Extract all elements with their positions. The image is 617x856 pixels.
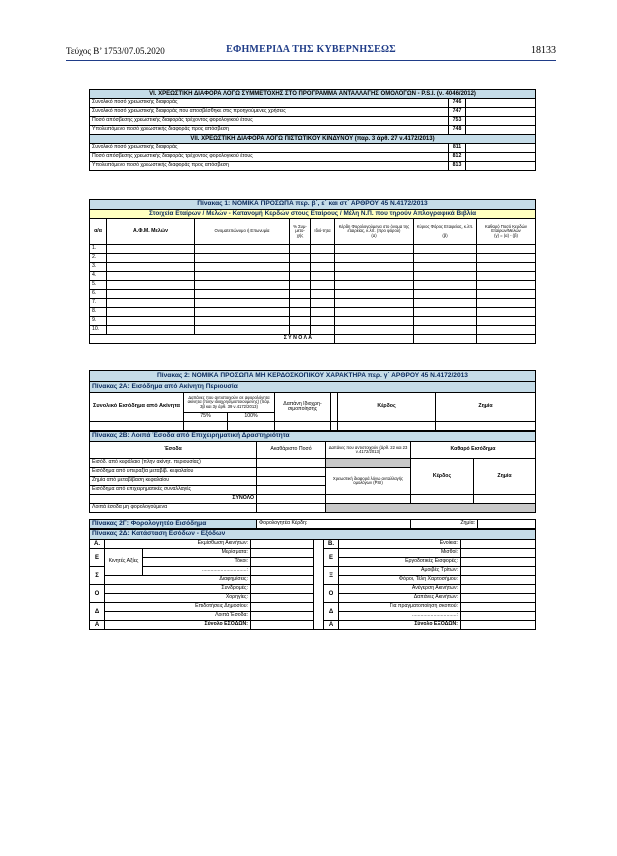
table-cell-label: % Συμ-μετο-χής (290, 219, 311, 245)
table-cell-input[interactable] (107, 281, 195, 290)
table-cell-label: Χρεωστική διαφορά λόγω ανταλλαγής ομολόγων (PSI) (326, 468, 411, 495)
table-row (90, 108, 536, 117)
table-cell-input[interactable] (477, 326, 536, 335)
value-cell[interactable] (466, 162, 536, 171)
table-cell-label: Διαφημίσεις: (105, 576, 251, 585)
table-cell-input[interactable] (107, 290, 195, 299)
table-cell-input[interactable] (290, 308, 311, 317)
table-row (90, 585, 536, 594)
table-cell-label: 6. (90, 290, 107, 299)
table-row (90, 576, 536, 585)
table-cell-label: 7. (90, 299, 107, 308)
value-cell[interactable] (466, 153, 536, 162)
table-cell-label: Σύνολο ΕΞΟΔΩΝ: (339, 621, 461, 630)
table2-title: Πίνακας 2: ΝΟΜΙΚΑ ΠΡΟΣΩΠΑ ΜΗ ΚΕΡΔΟΣΚΟΠΙΚΟΥ ΧΑΡΑΚΤΗΡΑ περ. γ΄ ΑΡΘΡΟΥ 45 Ν.4172/2013 (90, 371, 536, 382)
table-cell-input[interactable] (251, 612, 314, 621)
table-cell-input[interactable] (251, 576, 314, 585)
table-cell-input[interactable] (414, 326, 477, 335)
table-cell-input[interactable] (107, 308, 195, 317)
table-row (90, 558, 536, 567)
table-cell-input[interactable] (290, 299, 311, 308)
table-cell-input[interactable] (290, 245, 311, 254)
table-cell-input[interactable] (290, 326, 311, 335)
table-cell-input[interactable] (107, 317, 195, 326)
table-row (90, 459, 536, 468)
table-cell-label: Καθαρό Εισόδημα (411, 442, 536, 459)
table-row (90, 317, 536, 326)
table-cell-label: 4. (90, 272, 107, 281)
table-row (90, 90, 536, 99)
table-cell-input[interactable] (311, 326, 335, 335)
table-row (90, 210, 536, 219)
table-cell-label: Χορηγίες: (105, 594, 251, 603)
table-cell-input[interactable] (311, 281, 335, 290)
table2c (89, 519, 536, 529)
table-row (90, 393, 536, 413)
table-cell-input[interactable] (414, 335, 477, 344)
table-cell-input[interactable] (335, 290, 414, 299)
table-cell-label: 9. (90, 317, 107, 326)
table-row (90, 281, 536, 290)
table-cell-label: Ποσό απόσβεσης χρεωστικής διαφοράς τρέχοντος φορολογικού έτους (90, 117, 449, 126)
page-number: 18133 (531, 45, 556, 56)
table-cell-input[interactable] (184, 422, 228, 431)
table-cell-input[interactable] (290, 290, 311, 299)
header-text: (β) (442, 232, 448, 238)
table-row (90, 290, 536, 299)
table-cell-input[interactable] (257, 459, 326, 468)
header-text: (α) (371, 232, 377, 238)
issue-label: Τεύχος Β’ 1753/07.05.2020 (66, 46, 165, 56)
table-cell-label: Ε (324, 549, 339, 567)
table-cell-label: Ξ (324, 567, 339, 585)
table-row (90, 254, 536, 263)
table1-subtitle: Στοιχεία Εταίρων / Μελών - Κατανομή Κερδών στους Εταίρους / Μέλη Ν.Π. που τηρούν Απλογραφικά Βιβλία (90, 210, 536, 219)
table-cell-label (335, 219, 414, 245)
table-cell-label: Λοιπά Έσοδα: (105, 612, 251, 621)
table-cell-input[interactable] (461, 540, 536, 549)
table-cell-label: 746 (449, 99, 466, 108)
table-cell-input[interactable] (195, 263, 290, 272)
header-text: (γ) = (α) - (β) (494, 232, 518, 238)
table-row (90, 540, 536, 549)
table1-title: Πίνακας 1: ΝΟΜΙΚΑ ΠΡΟΣΩΠΑ περ. β΄, ε΄ και στ΄ ΑΡΘΡΟΥ 45 Ν.4172/2013 (90, 200, 536, 210)
table-cell-label: 813 (449, 162, 466, 171)
table-cell-label: Β. (324, 540, 339, 549)
table-cell-label: Συνολικό ποσό χρεωστικής διαφοράς (90, 99, 449, 108)
table-cell-label: Δαπάνη Ιδιοχρη-σιμοποίησης (275, 393, 331, 422)
table-cell-input[interactable] (90, 422, 184, 431)
table-cell-input[interactable] (290, 263, 311, 272)
table-cell-input[interactable] (414, 263, 477, 272)
table2b-title: Πίνακας 2Β: Λοιπά Έσοδα από Επιχειρηματική Δραστηριότητα (90, 432, 536, 442)
table2a (89, 370, 536, 431)
table-cell-label: Ονοματεπώνυμο ή Επωνυμία (195, 219, 290, 245)
table-cell-input[interactable] (314, 540, 324, 630)
psi-table (89, 89, 536, 171)
table-cell-label: Α (324, 621, 339, 630)
table-row (90, 504, 536, 513)
header-text: Καθαρό Ποσό Κερδών Εταίρων/Μελών (485, 223, 527, 234)
table-cell-input[interactable] (257, 477, 326, 486)
table-cell-label: Ιδιό-τητα (311, 219, 335, 245)
s6-title: VI. ΧΡΕΩΣΤΙΚΗ ΔΙΑΦΟΡΑ ΛΟΓΩ ΣΥΜΜΕΤΟΧΗΣ ΣΤΟ ΠΡΟΓΡΑΜΜΑ ΑΝΤΑΛΛΑΓΗΣ ΟΜΟΛΟΓΩΝ - P.S.I. (ν. 4046/2012) (90, 90, 536, 99)
table-cell-input[interactable] (477, 245, 536, 254)
table-row (90, 621, 536, 630)
table-cell-label: Μερίσματα: (143, 549, 251, 558)
table-cell-label: Δαπάνες που αντιστοιχούν (άρθ. 22 και 23 ν.4172/2013) (326, 442, 411, 459)
table-cell-input[interactable] (477, 263, 536, 272)
gazette-title: ΕΦΗΜΕΡΙΔΑ ΤΗΣ ΚΥΒΕΡΝΗΣΕΩΣ (226, 44, 396, 55)
table-cell-label: ΣΥΝΟΛΟ (90, 495, 257, 504)
table-cell-label: ...............................: (339, 612, 461, 621)
table-cell-label: ...............................: (143, 567, 251, 576)
table-cell-label: 10. (90, 326, 107, 335)
table-cell-input[interactable] (335, 263, 414, 272)
table-row (90, 219, 536, 245)
table-row (90, 382, 536, 393)
table-cell-label: Δ (324, 603, 339, 621)
table-cell-label: Εισόδ. από κεφάλαιο (πλην ακίνητ. περιουσίας) (90, 459, 257, 468)
table-row (90, 442, 536, 459)
table-row (90, 126, 536, 135)
table-cell-input[interactable] (290, 272, 311, 281)
table2d-title: Πίνακας 2Δ: Κατάσταση Εσόδων - Εξόδων (90, 530, 536, 540)
table-cell-input[interactable] (290, 254, 311, 263)
table-cell-label: 100% (228, 413, 275, 422)
table-cell-label: Ζημία από μεταβίβαση κεφαλαίου (90, 477, 257, 486)
table-cell-input[interactable] (461, 567, 536, 576)
table-cell-input[interactable] (461, 558, 536, 567)
table-cell-input[interactable] (414, 272, 477, 281)
table-cell-input[interactable] (414, 254, 477, 263)
table-cell-label: Εισόδημα από υπεραξία μεταβίβ. κεφαλαίου (90, 468, 257, 477)
table-cell-input[interactable] (331, 393, 338, 422)
table-cell-input[interactable] (311, 254, 335, 263)
table-cell-label: Ε (90, 549, 105, 567)
value-cell[interactable] (466, 108, 536, 117)
table-cell-label: Μισθοί: (339, 549, 461, 558)
table-row (90, 520, 536, 529)
table-cell-input[interactable] (477, 290, 536, 299)
value-cell[interactable] (466, 117, 536, 126)
table-row (90, 144, 536, 153)
table-cell-input[interactable] (461, 621, 536, 630)
table-cell-input[interactable] (335, 245, 414, 254)
table-cell-input[interactable] (477, 272, 536, 281)
table-cell-label: 748 (449, 126, 466, 135)
table-cell-input[interactable] (311, 308, 335, 317)
table-row (90, 603, 536, 612)
table-cell-label: Ζημία (436, 393, 536, 422)
table-cell-input[interactable] (107, 254, 195, 263)
table-cell-label: Σ (90, 567, 105, 585)
table-cell-input[interactable] (290, 317, 311, 326)
table-row (90, 371, 536, 382)
table-row (90, 567, 536, 576)
table-cell-label: Εργοδοτικές Εισφορές: (339, 558, 461, 567)
table-cell-input[interactable] (195, 317, 290, 326)
table-cell-label: 8. (90, 308, 107, 317)
table-cell-label: Εκμίσθωση Ακινήτων: (105, 540, 251, 549)
table-cell-input[interactable] (195, 299, 290, 308)
table-cell-input[interactable] (251, 558, 314, 567)
table-cell-label: Φόροι, Τέλη Χαρτοσήμου: (339, 576, 461, 585)
table-cell-label: 811 (449, 144, 466, 153)
table-cell-input[interactable] (461, 549, 536, 558)
table-cell-input[interactable] (275, 422, 331, 431)
table-cell-label: 3. (90, 263, 107, 272)
table-cell-input[interactable] (257, 468, 326, 477)
table-row (90, 326, 536, 335)
table-cell-input[interactable] (251, 594, 314, 603)
table-cell-input[interactable] (251, 567, 314, 576)
table-cell-input[interactable] (335, 281, 414, 290)
table-cell-input[interactable] (335, 254, 414, 263)
table-row (90, 335, 536, 344)
table-row (90, 432, 536, 442)
table-cell-input[interactable] (474, 495, 536, 504)
table-cell-input[interactable] (107, 263, 195, 272)
table-cell-label: Υπολειπόμενο ποσό χρεωστικής διαφοράς προς απόσβεση (90, 162, 449, 171)
table-row (90, 594, 536, 603)
table-row (90, 495, 536, 504)
table-cell-input[interactable] (326, 504, 536, 513)
table2a-title: Πίνακας 2Α: Εισόδημα από Ακίνητη Περιουσία (90, 382, 536, 393)
table-cell-input[interactable] (414, 245, 477, 254)
table-cell-input[interactable] (257, 495, 326, 504)
table-cell-input[interactable] (251, 585, 314, 594)
table-cell-input[interactable] (107, 245, 195, 254)
table2c-title: Πίνακας 2Γ: Φορολογητέο Εισόδημα (90, 520, 257, 529)
table-cell-label: 747 (449, 108, 466, 117)
table1 (89, 199, 536, 344)
value-cell[interactable] (466, 126, 536, 135)
table-cell-label: Α.Φ.Μ. Μελών (107, 219, 195, 245)
table-cell-label: Συνολικό ποσό χρεωστικής διαφοράς (90, 144, 449, 153)
s7-title: VII. ΧΡΕΩΣΤΙΚΗ ΔΙΑΦΟΡΑ ΛΟΓΩ ΠΙΣΤΩΤΙΚΟΥ ΚΙΝΔΥΝΟΥ (παρ. 3 άρθ. 27 ν.4172/2013) (90, 135, 536, 144)
table-cell-label: Κέρδος (338, 393, 436, 422)
table-cell-label: Ζημία (474, 459, 536, 495)
table-cell-input[interactable] (477, 317, 536, 326)
value-cell[interactable] (466, 144, 536, 153)
table-cell-input[interactable] (257, 486, 326, 495)
table-row (90, 530, 536, 540)
table-cell-input[interactable] (335, 272, 414, 281)
table-row (90, 299, 536, 308)
table-cell-input[interactable] (414, 308, 477, 317)
table-cell-label: Συνδρομές: (105, 585, 251, 594)
table-cell-label: Ανέγερση Ακινήτων: (339, 585, 461, 594)
table-cell-label: Δαπάνες Ακινήτων: (339, 594, 461, 603)
table-cell-label: 753 (449, 117, 466, 126)
header-rule (66, 60, 556, 61)
table-cell-label: Δαπάνες που αντιστοιχούν σε αφορολόγητα ακίνητα (πλην ιδιοχρησιμοποιούμενης) (παρ. 3β και 3γ άρθ. 39 ν.4172/2013) (184, 393, 275, 413)
table-cell-label: Α. (90, 540, 105, 549)
table-cell-label: Ο (324, 585, 339, 603)
table-cell-label: 2. (90, 254, 107, 263)
table-cell-input[interactable] (414, 281, 477, 290)
table2b (89, 431, 536, 513)
header-text: Κύριος Φόρος Εταιρείας, κ.λπ. (416, 223, 474, 229)
table-cell-input[interactable] (461, 612, 536, 621)
table-cell-input[interactable] (414, 290, 477, 299)
table-cell-input[interactable] (414, 317, 477, 326)
table-cell-input[interactable] (331, 422, 338, 431)
table-cell-input[interactable] (335, 335, 414, 344)
table-cell-input[interactable] (338, 422, 436, 431)
table-cell-input[interactable] (335, 317, 414, 326)
table-cell-label: Ο (90, 585, 105, 603)
table-cell-input[interactable] (195, 326, 290, 335)
table-cell-input[interactable] (349, 520, 411, 529)
table-cell-input[interactable] (311, 272, 335, 281)
table-cell-input[interactable] (436, 422, 536, 431)
table-row (90, 162, 536, 171)
table-cell-input[interactable] (311, 290, 335, 299)
table2d (89, 529, 536, 630)
table-cell-label: Ποσό απόσβεσης χρεωστικής διαφοράς τρέχοντος φορολογικού έτους (90, 153, 449, 162)
table-row (90, 308, 536, 317)
table-cell-input[interactable] (251, 549, 314, 558)
table-cell-label: Υπολειπόμενο ποσό χρεωστικής διαφοράς προς απόσβεση (90, 126, 449, 135)
value-cell[interactable] (466, 99, 536, 108)
table-cell-input[interactable] (290, 281, 311, 290)
table-cell-input[interactable] (477, 281, 536, 290)
table-cell-label: Ακαθάριστο Ποσό (257, 442, 326, 459)
table-cell-input[interactable] (477, 308, 536, 317)
table-cell-input[interactable] (478, 520, 536, 529)
table-cell-input[interactable] (107, 299, 195, 308)
table-cell-input[interactable] (326, 459, 411, 468)
table-row (90, 153, 536, 162)
table-cell-input[interactable] (311, 263, 335, 272)
table-row (90, 200, 536, 210)
table-cell-label: Ενοίκια: (339, 540, 461, 549)
table-cell-input[interactable] (311, 245, 335, 254)
table-cell-label: 812 (449, 153, 466, 162)
table-cell-input[interactable] (477, 299, 536, 308)
table-cell-input[interactable] (477, 335, 536, 344)
table-cell-input[interactable] (195, 245, 290, 254)
table-cell-label (414, 219, 477, 245)
table-cell-label: Για πραγματοποίηση σκοπού: (339, 603, 461, 612)
table-cell-input[interactable] (195, 308, 290, 317)
table-cell-label (477, 219, 536, 245)
table-cell-input[interactable] (228, 422, 275, 431)
table-row (90, 549, 536, 558)
table-cell-label: Ζημία: (411, 520, 478, 529)
table-cell-label: α/α (90, 219, 107, 245)
table-cell-input[interactable] (195, 254, 290, 263)
table-cell-label: Δ (90, 603, 105, 621)
table-cell-input[interactable] (107, 326, 195, 335)
table-row (90, 99, 536, 108)
table-cell-label: Φορολογητέα Κέρδη: (257, 520, 349, 529)
table-cell-label: 5. (90, 281, 107, 290)
table-row (90, 117, 536, 126)
table-row (90, 422, 536, 431)
table-cell-input[interactable] (477, 254, 536, 263)
table-cell-label: 75% (184, 413, 228, 422)
table-cell-label: Συνολικό ποσό χρεωστικής διαφοράς που αποσβέσθηκε στις προηγούμενες χρήσεις (90, 108, 449, 117)
table-row (90, 245, 536, 254)
table-cell-input[interactable] (461, 603, 536, 612)
table-cell-label: Έσοδα (90, 442, 257, 459)
table-cell-label: Επιδοτήσεις Δημοσίου: (105, 603, 251, 612)
table1-total: Σ Υ Ν Ο Λ Α (90, 335, 335, 344)
table-cell-input[interactable] (195, 272, 290, 281)
table-cell-label: Λοιπά έσοδα μη φορολογούμενα (90, 504, 257, 513)
table-cell-label: Αμοιβές Τρίτων: (339, 567, 461, 576)
table-cell-input[interactable] (461, 576, 536, 585)
table-row (90, 135, 536, 144)
table-cell-label: 1. (90, 245, 107, 254)
table-cell-input[interactable] (414, 299, 477, 308)
table-cell-input[interactable] (311, 317, 335, 326)
table-cell-input[interactable] (195, 290, 290, 299)
table-cell-label: Κέρδος (411, 459, 474, 495)
header-text: Κέρδη Φορολογούμενα στο όνομα της εταιρείας, κ.λπ. (προ φόρου) (338, 223, 410, 234)
table-cell-label: Συνολικό Εισόδημα από Ακίνητα (90, 393, 184, 422)
table-cell-input[interactable] (335, 299, 414, 308)
table-cell-input[interactable] (335, 326, 414, 335)
table-row (90, 263, 536, 272)
table-cell-label: Α (90, 621, 105, 630)
table-row (90, 272, 536, 281)
table-cell-input[interactable] (335, 308, 414, 317)
table-cell-input[interactable] (195, 281, 290, 290)
table-cell-input[interactable] (326, 495, 411, 504)
table-cell-label: Σύνολο ΕΣΟΔΩΝ: (105, 621, 251, 630)
table-cell-input[interactable] (257, 504, 326, 513)
table-cell-input[interactable] (311, 299, 335, 308)
table-cell-input[interactable] (251, 540, 314, 549)
table-cell-input[interactable] (461, 585, 536, 594)
table-cell-input[interactable] (461, 594, 536, 603)
table-cell-input[interactable] (107, 272, 195, 281)
table-cell-input[interactable] (251, 621, 314, 630)
table-row (90, 612, 536, 621)
table-cell-input[interactable] (251, 603, 314, 612)
table-cell-label: Εισόδημα από επιχειρηματικές συναλλαγές (90, 486, 257, 495)
table-cell-label: Κινητές Αξίες (105, 549, 143, 576)
table-cell-label: Τόκοι: (143, 558, 251, 567)
table-cell-input[interactable] (411, 495, 474, 504)
